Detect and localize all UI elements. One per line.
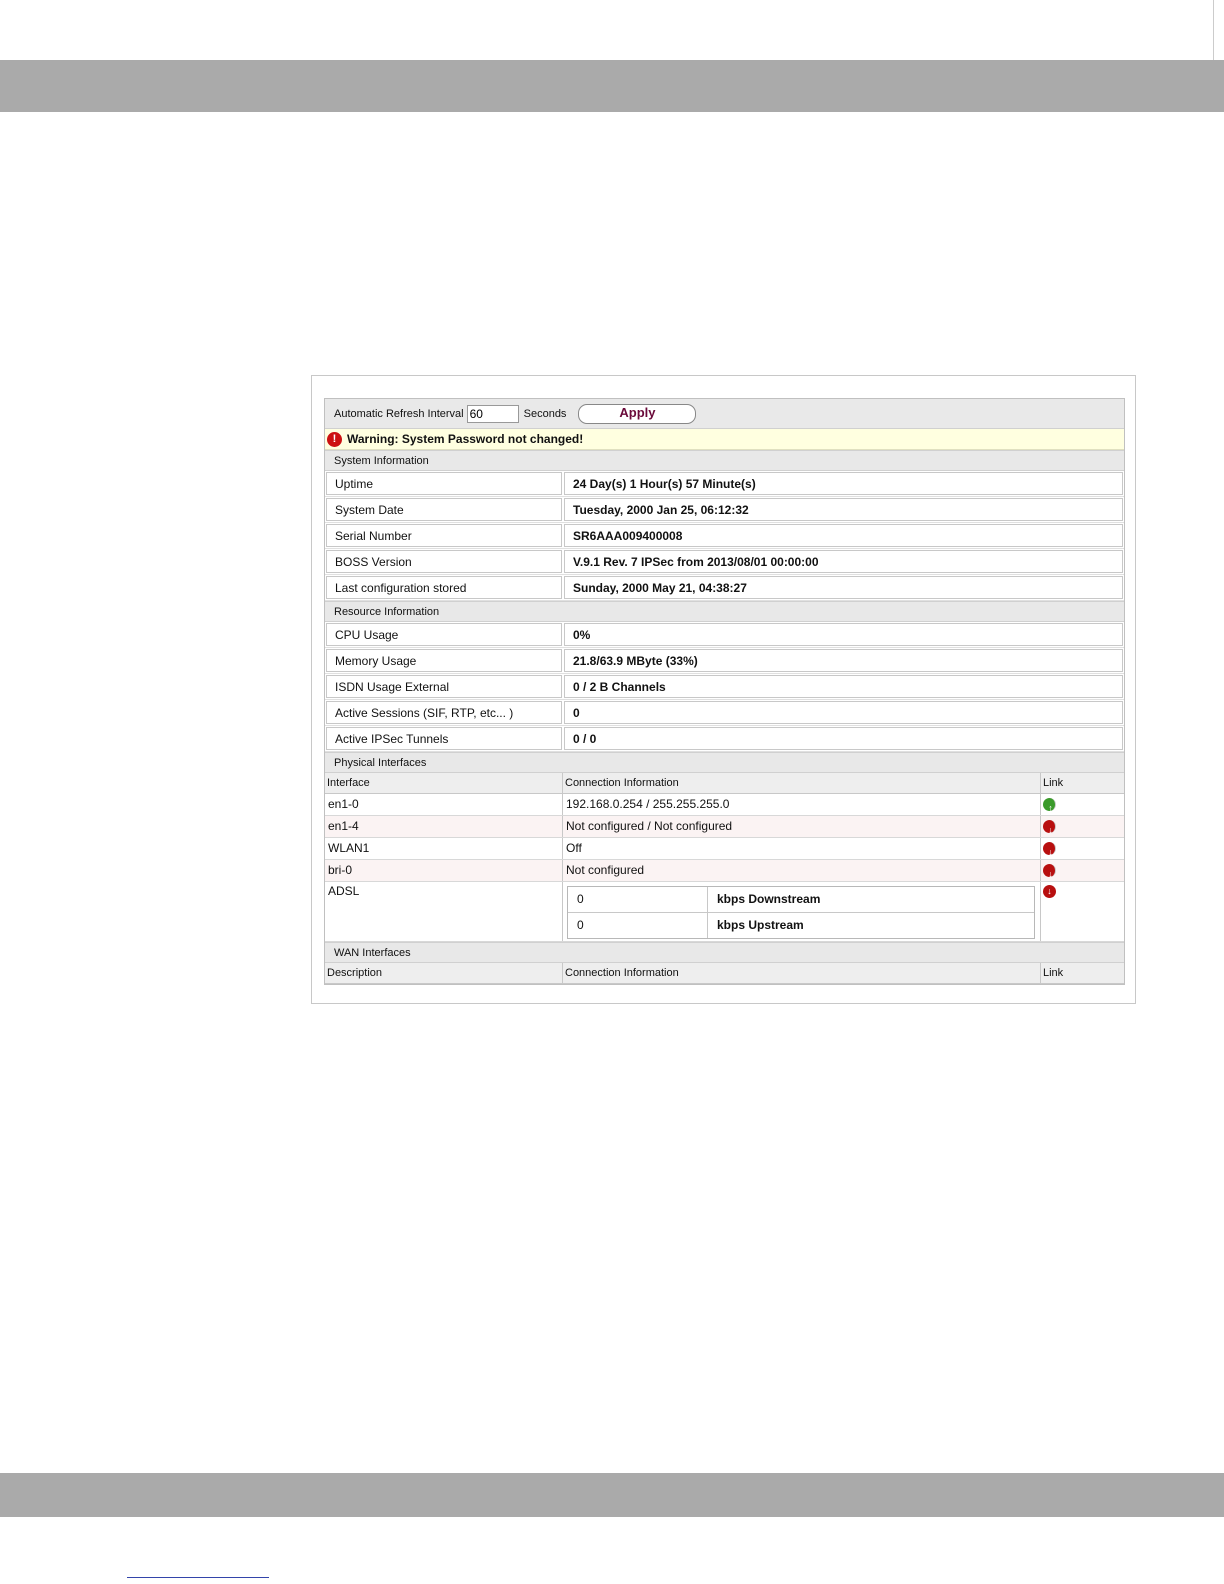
connection-information: Not configured / Not configured: [563, 816, 1041, 837]
adsl-downstream-row: [568, 887, 1034, 913]
arrow-down-circle-icon[interactable]: ↓: [1043, 885, 1056, 898]
page-header-bar: [0, 60, 1224, 112]
password-warning: [325, 429, 1124, 450]
resource-information-header: Resource Information: [325, 601, 1124, 622]
table-row: [325, 860, 1124, 882]
adsl-downstream-label: kbps Downstream: [717, 892, 821, 906]
table-row: [325, 838, 1124, 860]
interface-name: bri-0: [325, 860, 563, 881]
info-value: 21.8/63.9 MByte (33%): [564, 649, 1123, 672]
info-label: System Date: [326, 498, 562, 521]
arrow-down-circle-icon[interactable]: ↓: [1043, 842, 1056, 855]
column-header-interface: Interface: [325, 773, 563, 793]
column-header-link: Link: [1043, 777, 1064, 789]
info-row: [325, 523, 1124, 549]
info-value: 0: [564, 701, 1123, 724]
info-value: 24 Day(s) 1 Hour(s) 57 Minute(s): [564, 472, 1123, 495]
arrow-up-circle-icon[interactable]: ↑: [1043, 798, 1056, 811]
system-information-header: System Information: [325, 450, 1124, 471]
info-value: 0 / 2 B Channels: [564, 675, 1123, 698]
physical-interfaces-table: [325, 794, 1124, 882]
link-cell: [1041, 860, 1124, 881]
info-value: Tuesday, 2000 Jan 25, 06:12:32: [564, 498, 1123, 521]
system-status-panel: [324, 398, 1125, 985]
info-row: [325, 497, 1124, 523]
column-header-connection-information: Connection Information: [563, 963, 1041, 983]
interface-name: WLAN1: [325, 838, 563, 859]
physical-interfaces-header: Physical Interfaces: [325, 752, 1124, 773]
refresh-toolbar: [325, 399, 1124, 429]
adsl-upstream-row: [568, 913, 1034, 938]
column-header-link: Link: [1043, 967, 1064, 979]
physical-interfaces-column-headers: [325, 773, 1124, 794]
info-value: 0%: [564, 623, 1123, 646]
column-header-connection-information: Connection Information: [563, 773, 1041, 793]
link-cell: [1041, 794, 1124, 815]
interface-name: en1-0: [325, 794, 563, 815]
arrow-down-circle-icon[interactable]: ↓: [1043, 864, 1056, 877]
info-row: [325, 674, 1124, 700]
info-label: Memory Usage: [326, 649, 562, 672]
adsl-downstream-value: 0: [568, 887, 708, 912]
table-row: [325, 816, 1124, 838]
table-row: [325, 794, 1124, 816]
info-value: 0 / 0: [564, 727, 1123, 750]
info-row: [325, 622, 1124, 648]
wan-interfaces-column-headers: [325, 963, 1124, 984]
screenshot-frame: [311, 375, 1136, 1004]
info-label: Uptime: [326, 472, 562, 495]
connection-information: 192.168.0.254 / 255.255.255.0: [563, 794, 1041, 815]
info-label: Serial Number: [326, 524, 562, 547]
page-edge-tab: [1213, 0, 1224, 60]
info-value: Sunday, 2000 May 21, 04:38:27: [564, 576, 1123, 599]
connection-information: Not configured: [563, 860, 1041, 881]
exclamation-circle-icon: !: [327, 432, 342, 447]
adsl-interface-name: ADSL: [325, 882, 563, 941]
page-footer-bar: [0, 1473, 1224, 1517]
link-cell: [1041, 816, 1124, 837]
footnote-separator: [127, 1577, 269, 1578]
info-value: SR6AAA009400008: [564, 524, 1123, 547]
system-information-table: [325, 471, 1124, 601]
info-row: [325, 726, 1124, 752]
info-value: V.9.1 Rev. 7 IPSec from 2013/08/01 00:00:00: [564, 550, 1123, 573]
info-row: [325, 575, 1124, 601]
arrow-down-circle-icon[interactable]: ↓: [1043, 820, 1056, 833]
adsl-rate-table: [567, 886, 1035, 939]
info-label: ISDN Usage External: [326, 675, 562, 698]
info-row: [325, 700, 1124, 726]
info-label: Active IPSec Tunnels: [326, 727, 562, 750]
info-row: [325, 549, 1124, 575]
info-label: CPU Usage: [326, 623, 562, 646]
seconds-label: Seconds: [523, 407, 567, 420]
connection-information: Off: [563, 838, 1041, 859]
info-label: Last configuration stored: [326, 576, 562, 599]
adsl-upstream-label: kbps Upstream: [717, 918, 804, 932]
info-row: [325, 471, 1124, 497]
adsl-link-cell: [1041, 882, 1124, 941]
refresh-interval-input[interactable]: [467, 405, 519, 423]
adsl-row: [325, 882, 1124, 942]
wan-interfaces-header: WAN Interfaces: [325, 942, 1124, 963]
column-header-description: Description: [325, 963, 563, 983]
warning-text: Warning: System Password not changed!: [347, 432, 584, 446]
info-row: [325, 648, 1124, 674]
apply-button[interactable]: Apply: [578, 404, 696, 424]
link-cell: [1041, 838, 1124, 859]
adsl-upstream-value: 0: [568, 913, 708, 938]
adsl-connection-information: [563, 882, 1041, 941]
refresh-interval-label: Automatic Refresh Interval: [334, 407, 464, 420]
info-label: Active Sessions (SIF, RTP, etc... ): [326, 701, 562, 724]
info-label: BOSS Version: [326, 550, 562, 573]
resource-information-table: [325, 622, 1124, 752]
interface-name: en1-4: [325, 816, 563, 837]
